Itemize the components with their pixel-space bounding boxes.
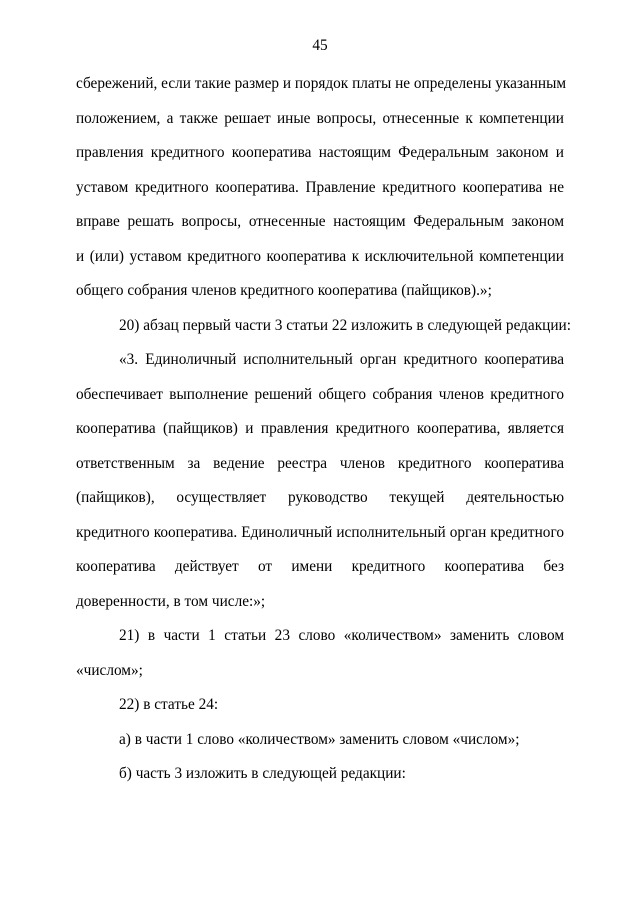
page-number: 45	[312, 37, 328, 54]
text-line: кооператива действует от имени кредитного кооператива без	[76, 558, 564, 575]
text-line: уставом кредитного кооператива. Правление кредитного кооператива не	[76, 178, 564, 196]
text-line: кооператива (пайщиков) и правления кредитного кооператива, является	[76, 420, 564, 437]
text-line: «числом»;	[76, 661, 143, 679]
text-line: а) в части 1 слово «количеством» заменить словом «числом»;	[119, 730, 520, 748]
text-line: общего собрания членов кредитного кооператива (пайщиков).»;	[76, 282, 492, 299]
text-line: б) часть 3 изложить в следующей редакции:	[119, 765, 406, 782]
text-line: обеспечивает выполнение решений общего собрания членов кредитного	[76, 385, 564, 403]
text-line: сбережений, если такие размер и порядок платы не определены указанным	[76, 75, 567, 92]
text-line: «3. Единоличный исполнительный орган кредитного кооператива	[119, 351, 564, 368]
text-line: ответственным за ведение реестра членов кредитного кооператива	[76, 454, 564, 472]
text-line: кредитного кооператива. Единоличный исполнительный орган кредитного	[76, 523, 564, 541]
text-line: 21) в части 1 статьи 23 слово «количеством» заменить словом	[119, 627, 564, 644]
text-line: положением, а также решает иные вопросы, отнесенные к компетенции	[76, 109, 564, 127]
text-line: (пайщиков), осуществляет руководство текущей деятельностью	[76, 489, 564, 506]
document-body	[76, 74, 571, 799]
text-line: 22) в статье 24:	[119, 696, 219, 713]
text-line: вправе решать вопросы, отнесенные настоящим Федеральным законом	[76, 213, 564, 230]
text-line: и (или) уставом кредитного кооператива к исключительной компетенции	[76, 247, 564, 265]
text-line: правления кредитного кооператива настоящим Федеральным законом и	[76, 144, 564, 161]
text-line: доверенности, в том числе:»;	[76, 592, 266, 610]
text-line: 20) абзац первый части 3 статьи 22 изложить в следующей редакции:	[119, 316, 571, 334]
